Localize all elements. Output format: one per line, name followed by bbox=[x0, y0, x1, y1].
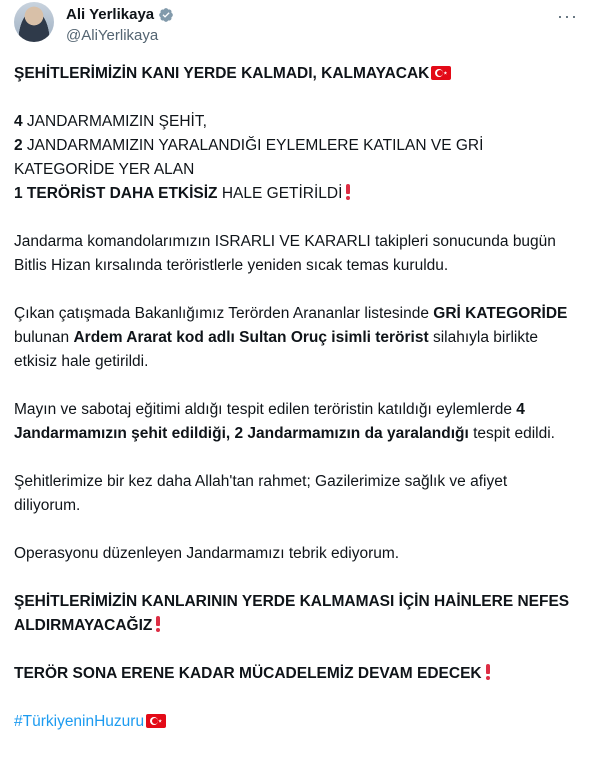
hashtag-link[interactable]: #TürkiyeninHuzuru bbox=[14, 713, 145, 730]
headline bbox=[14, 62, 574, 86]
verified-badge-icon bbox=[158, 7, 174, 23]
p3-b: GRİ KATEGORİDE bbox=[433, 305, 568, 322]
paragraph-3 bbox=[14, 302, 574, 374]
p3-c: bulunan bbox=[14, 329, 74, 346]
p3-a: Çıkan çatışmada Bakanlığımız Terörden Arananlar listesinde bbox=[14, 305, 434, 322]
paragraph-5: Şehitlerimize bir kez daha Allah'tan rahmet; Gazilerimize sağlık ve afiyet diliyorum. bbox=[14, 473, 508, 514]
p3-d: Ardem Ararat kod adlı Sultan Oruç isimli terörist bbox=[73, 329, 429, 346]
summary-line-2-bold: 2 bbox=[14, 137, 23, 154]
paragraph-7 bbox=[14, 590, 574, 638]
paragraph-8 bbox=[14, 662, 574, 686]
paragraph-4 bbox=[14, 398, 574, 446]
turkey-flag-icon bbox=[431, 66, 451, 80]
summary-line-1-text: JANDARMAMIZIN ŞEHİT, bbox=[22, 113, 207, 130]
avatar[interactable] bbox=[14, 2, 54, 42]
author-handle[interactable]: @AliYerlikaya bbox=[66, 27, 159, 44]
p7-text: ŞEHİTLERİMİZİN KANLARININ YERDE KALMAMASI İÇİN HAİNLERE NEFES ALDIRMAYACAĞIZ bbox=[14, 593, 570, 634]
p4-c: tespit edildi. bbox=[468, 425, 555, 442]
summary-line-2 bbox=[14, 134, 574, 182]
author-name[interactable]: Ali Yerlikaya bbox=[66, 6, 155, 23]
tweet-text bbox=[14, 62, 574, 734]
summary-line-3 bbox=[14, 182, 574, 206]
summary-line-3-text: HALE GETİRİLDİ bbox=[217, 185, 343, 202]
tweet-header bbox=[14, 0, 578, 52]
headline-text: ŞEHİTLERİMİZİN KANI YERDE KALMADI, KALMAYACAK bbox=[14, 65, 430, 82]
red-exclamation-icon bbox=[485, 664, 491, 680]
p3-e: silahıyla birlikte etkisiz hale getirildi. bbox=[14, 329, 539, 370]
p4-a: Mayın ve sabotaj eğitimi aldığı tespit edilen teröristin katıldığı eylemlerde bbox=[14, 401, 517, 418]
author-name-row bbox=[66, 6, 174, 23]
turkey-flag-icon bbox=[146, 714, 166, 728]
summary-line-2-text: JANDARMAMIZIN YARALANDIĞI EYLEMLERE KATILAN VE GRİ KATEGORİDE YER ALAN bbox=[14, 137, 484, 178]
p8-text: TERÖR SONA ERENE KADAR MÜCADELEMİZ DEVAM EDECEK bbox=[14, 665, 482, 682]
p4-b: 4 Jandarmamızın şehit edildiği, 2 Jandarmamızın da yaralandığı bbox=[14, 401, 525, 442]
hashtag-line bbox=[14, 710, 574, 734]
summary-line-3-bold: 1 TERÖRİST DAHA ETKİSİZ bbox=[14, 185, 218, 202]
red-exclamation-icon bbox=[345, 184, 351, 200]
summary-line-1-bold: 4 bbox=[14, 113, 23, 130]
more-options-icon[interactable]: ··· bbox=[557, 6, 578, 26]
paragraph-6: Operasyonu düzenleyen Jandarmamızı tebrik ediyorum. bbox=[14, 545, 400, 562]
red-exclamation-icon bbox=[155, 616, 161, 632]
summary-line-1 bbox=[14, 110, 574, 134]
paragraph-2: Jandarma komandolarımızın ISRARLI VE KARARLI takipleri sonucunda bugün Bitlis Hizan kırsalında teröristlerle yeniden sıcak temas kuruldu. bbox=[14, 233, 556, 274]
